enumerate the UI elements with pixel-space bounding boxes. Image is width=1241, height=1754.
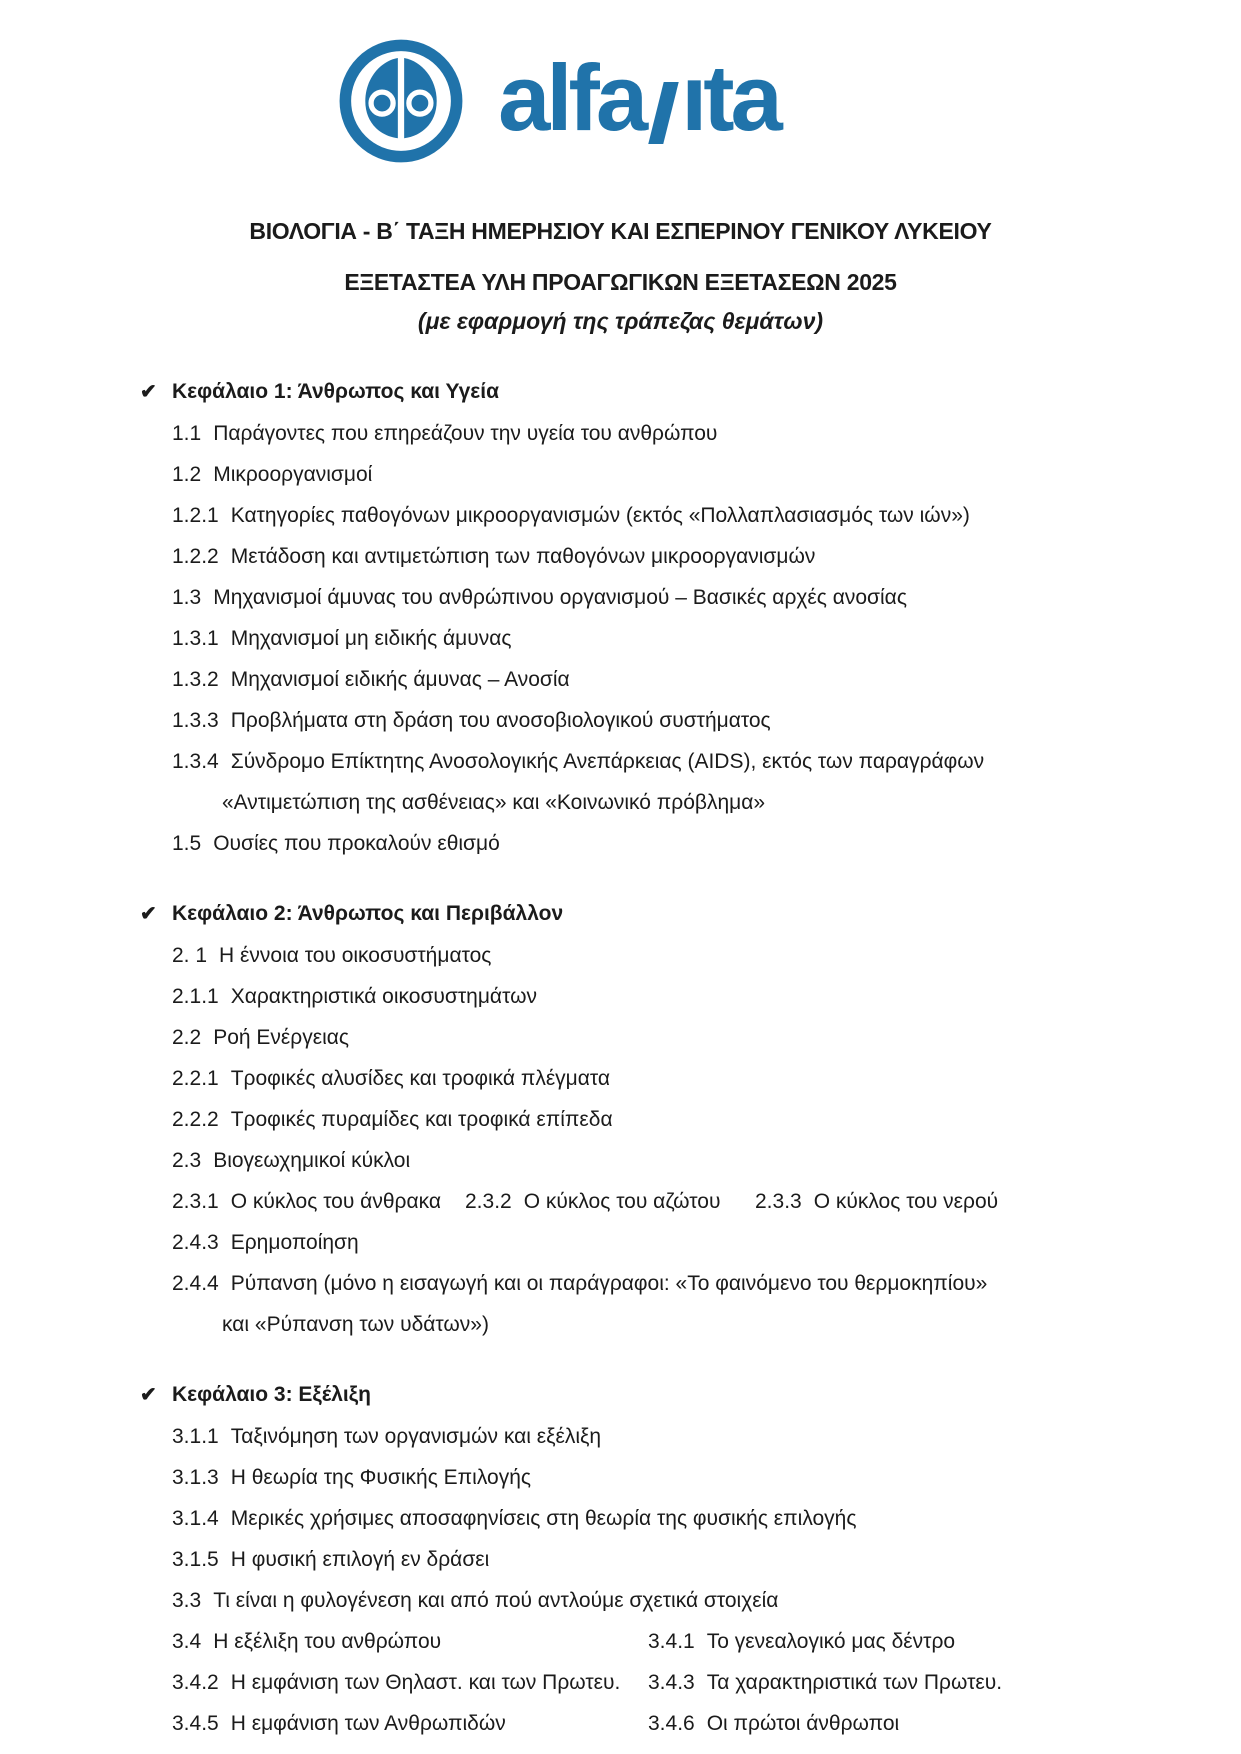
syllabus-entry: [172, 1669, 648, 1696]
entry-text: Ερημοποίηση: [230, 1231, 359, 1254]
syllabus-entry: [172, 1628, 648, 1655]
syllabus-entry: [172, 504, 970, 527]
entry-text: Η θεωρία της Φυσικής Επιλογής: [230, 1466, 531, 1489]
entry-number: 2.1.1: [172, 985, 219, 1008]
syllabus-line: [140, 748, 1151, 775]
entry-number: 3.1.4: [172, 1507, 219, 1530]
syllabus-line: [140, 1505, 1151, 1532]
entry-text: Ρύπανση (μόνο η εισαγωγή και οι παράγραφοι: «Το φαινόμενο του θερμοκηπίου»: [230, 1272, 988, 1295]
syllabus-entry: [172, 1067, 610, 1090]
entry-number: 2.3.3: [755, 1190, 802, 1213]
owl-icon: [338, 38, 464, 164]
entry-number: 2.4.3: [172, 1231, 219, 1254]
entry-text: Η εμφάνιση των Θηλαστ. και των Πρωτευ.: [230, 1671, 621, 1694]
syllabus-entry: [172, 1188, 465, 1215]
syllabus-entry: [172, 1466, 531, 1489]
syllabus-entry: [172, 1149, 410, 1172]
entry-text: Χαρακτηριστικά οικοσυστημάτων: [230, 985, 537, 1008]
syllabus-entry: [172, 586, 907, 609]
syllabus-entry: [755, 1188, 1151, 1215]
entry-number: 2.3: [172, 1149, 202, 1172]
entry-text: Βιογεωχημικοί κύκλοι: [213, 1149, 411, 1172]
document-note: (με εφαρμογή της τράπεζας θεμάτων): [417, 308, 824, 334]
syllabus-list: [140, 379, 1151, 1737]
syllabus-entry: [172, 1425, 601, 1448]
entry-text: Το γενεαλογικό μας δέντρο: [706, 1630, 956, 1653]
chapter-title: Κεφάλαιο 1: Άνθρωπος και Υγεία: [172, 380, 500, 403]
entry-number: 1.3.1: [172, 627, 219, 650]
entry-text: Παράγοντες που επηρεάζουν την υγεία του ανθρώπου: [213, 422, 718, 445]
entry-text: Ο κύκλος του άνθρακα: [230, 1190, 441, 1213]
entry-number: 3.1.3: [172, 1466, 219, 1489]
syllabus-entry: [222, 1313, 489, 1336]
entry-number: 1.2.1: [172, 504, 219, 527]
chapter-title: Κεφάλαιο 3: Εξέλιξη: [172, 1383, 371, 1406]
syllabus-entry: [172, 709, 771, 732]
entry-text: Ουσίες που προκαλούν εθισμό: [213, 832, 500, 855]
syllabus-line: [140, 502, 1151, 529]
entry-text: Ο κύκλος του νερού: [813, 1190, 999, 1213]
entry-number: 1.2: [172, 463, 202, 486]
syllabus-entry: [172, 1108, 613, 1131]
syllabus-line: [140, 1311, 1151, 1338]
syllabus-entry: [648, 1710, 1151, 1737]
entry-number: 2.3.1: [172, 1190, 219, 1213]
syllabus-line: [140, 1710, 1151, 1737]
entry-text: και «Ρύπανση των υδάτων»): [222, 1313, 489, 1336]
document-subtitle: ΕΞΕΤΑΣΤΕΑ ΥΛΗ ΠΡΟΑΓΩΓΙΚΩΝ ΕΞΕΤΑΣΕΩΝ 2025: [344, 269, 897, 295]
syllabus-line: [140, 543, 1151, 570]
logo: [0, 0, 1179, 164]
syllabus-entry: [172, 1589, 778, 1612]
entry-number: 2.2: [172, 1026, 202, 1049]
chapter-header: [140, 379, 1151, 404]
entry-number: 1.5: [172, 832, 202, 855]
entry-number: 1.3.4: [172, 750, 219, 773]
syllabus-line: [140, 1628, 1151, 1655]
logo-wordmark: [498, 45, 779, 151]
entry-text: Τροφικές πυραμίδες και τροφικά επίπεδα: [230, 1108, 613, 1131]
syllabus-line: [140, 584, 1151, 611]
entry-number: 3.4.2: [172, 1671, 219, 1694]
syllabus-entry: [172, 1231, 359, 1254]
entry-text: Μερικές χρήσιμες αποσαφηνίσεις στη θεωρία της φυσικής επιλογής: [230, 1507, 857, 1530]
syllabus-line: [140, 625, 1151, 652]
syllabus-entry: [172, 1710, 648, 1737]
syllabus-line: [140, 420, 1151, 447]
entry-text: Μικροοργανισμοί: [213, 463, 373, 486]
entry-number: 1.1: [172, 422, 202, 445]
syllabus-line: [140, 983, 1151, 1010]
syllabus-entry: [172, 463, 372, 486]
syllabus-line: [140, 1065, 1151, 1092]
entry-text: Ροή Ενέργειας: [213, 1026, 350, 1049]
syllabus-entry: [172, 1548, 489, 1571]
syllabus-entry: [172, 944, 491, 967]
syllabus-entry: [465, 1188, 755, 1215]
chapter-title: Κεφάλαιο 2: Άνθρωπος και Περιβάλλον: [172, 902, 564, 925]
syllabus-line: [140, 666, 1151, 693]
syllabus-entry: [172, 668, 570, 691]
syllabus-entry: [172, 985, 537, 1008]
entry-number: 1.3.2: [172, 668, 219, 691]
syllabus-entry: [172, 750, 984, 773]
entry-text: Τι είναι η φυλογένεση και από πού αντλούμε σχετικά στοιχεία: [213, 1589, 779, 1612]
syllabus-line: [140, 707, 1151, 734]
syllabus-entry: [172, 832, 500, 855]
check-icon: ✔: [140, 1384, 157, 1406]
syllabus-line: [140, 942, 1151, 969]
entry-text: Μετάδοση και αντιμετώπιση των παθογόνων μικροοργανισμών: [230, 545, 816, 568]
entry-text: «Αντιμετώπιση της ασθένειας» και «Κοινωνικό πρόβλημα»: [222, 791, 766, 814]
syllabus-entry: [172, 1026, 349, 1049]
entry-text: Προβλήματα στη δράση του ανοσοβιολογικού συστήματος: [230, 709, 771, 732]
entry-text: Κατηγορίες παθογόνων μικροοργανισμών (εκτός «Πολλαπλασιασμός των ιών»): [230, 504, 970, 527]
entry-number: 3.4.1: [648, 1630, 695, 1653]
entry-number: 3.4.5: [172, 1712, 219, 1735]
syllabus-entry: [648, 1669, 1151, 1696]
entry-text: Η έννοια του οικοσυστήματος: [219, 944, 492, 967]
entry-number: 3.4.3: [648, 1671, 695, 1694]
title-block: [0, 218, 1241, 335]
entry-text: Σύνδρομο Επίκτητης Ανοσολογικής Ανεπάρκειας (AIDS), εκτός των παραγράφων: [230, 750, 985, 773]
syllabus-line: [140, 1546, 1151, 1573]
syllabus-line: [140, 1270, 1151, 1297]
syllabus-entry: [172, 1272, 987, 1295]
syllabus-line: [140, 830, 1151, 857]
entry-text: Μηχανισμοί ειδικής άμυνας – Ανοσία: [230, 668, 570, 691]
entry-number: 1.2.2: [172, 545, 219, 568]
entry-number: 2.3.2: [465, 1190, 512, 1213]
syllabus-entry: [172, 1507, 856, 1530]
entry-text: Οι πρώτοι άνθρωποι: [706, 1712, 900, 1735]
syllabus-line: [140, 1024, 1151, 1051]
check-icon: ✔: [140, 903, 157, 925]
syllabus-entry: [172, 627, 512, 650]
entry-number: 1.3: [172, 586, 202, 609]
entry-number: 2.2.1: [172, 1067, 219, 1090]
syllabus-entry: [172, 422, 717, 445]
entry-number: 2. 1: [172, 944, 208, 967]
check-icon: ✔: [140, 381, 157, 403]
entry-number: 2.4.4: [172, 1272, 219, 1295]
entry-number: 3.4: [172, 1630, 202, 1653]
syllabus-line: [140, 1106, 1151, 1133]
syllabus-line: [140, 1147, 1151, 1174]
entry-text: Τροφικές αλυσίδες και τροφικά πλέγματα: [230, 1067, 611, 1090]
syllabus-line: [140, 1188, 1151, 1215]
syllabus-entry: [222, 791, 765, 814]
entry-number: 3.1.1: [172, 1425, 219, 1448]
entry-text: Μηχανισμοί μη ειδικής άμυνας: [230, 627, 512, 650]
syllabus-line: [140, 1423, 1151, 1450]
entry-number: 1.3.3: [172, 709, 219, 732]
entry-text: Μηχανισμοί άμυνας του ανθρώπινου οργανισμού – Βασικές αρχές ανοσίας: [213, 586, 907, 609]
syllabus-line: [140, 1229, 1151, 1256]
logo-slash-glyph: [648, 82, 678, 144]
entry-text: Η εξέλιξη του ανθρώπου: [213, 1630, 442, 1653]
syllabus-line: [140, 461, 1151, 488]
syllabus-entry: [648, 1628, 1151, 1655]
syllabus-line: [140, 1669, 1151, 1696]
entry-text: Η εμφάνιση των Ανθρωπιδών: [230, 1712, 506, 1735]
syllabus-line: [140, 1464, 1151, 1491]
entry-number: 3.4.6: [648, 1712, 695, 1735]
chapter-header: [140, 1382, 1151, 1407]
chapter-header: [140, 901, 1151, 926]
logo-wordmark-right: ıta: [681, 45, 779, 150]
entry-text: Τα χαρακτηριστικά των Πρωτευ.: [706, 1671, 1003, 1694]
document-title: ΒΙΟΛΟΓΙΑ - Β΄ ΤΑΞΗ ΗΜΕΡΗΣΙΟΥ ΚΑΙ ΕΣΠΕΡΙΝΟΥ ΓΕΝΙΚΟΥ ΛΥΚΕΙΟΥ: [249, 218, 992, 244]
syllabus-line: [140, 789, 1151, 816]
entry-text: Ο κύκλος του αζώτου: [523, 1190, 721, 1213]
entry-number: 2.2.2: [172, 1108, 219, 1131]
syllabus-line: [140, 1587, 1151, 1614]
logo-wordmark-left: alfa: [498, 45, 645, 150]
syllabus-entry: [172, 545, 815, 568]
entry-text: Ταξινόμηση των οργανισμών και εξέλιξη: [230, 1425, 602, 1448]
entry-number: 3.1.5: [172, 1548, 219, 1571]
entry-text: Η φυσική επιλογή εν δράσει: [230, 1548, 490, 1571]
entry-number: 3.3: [172, 1589, 202, 1612]
